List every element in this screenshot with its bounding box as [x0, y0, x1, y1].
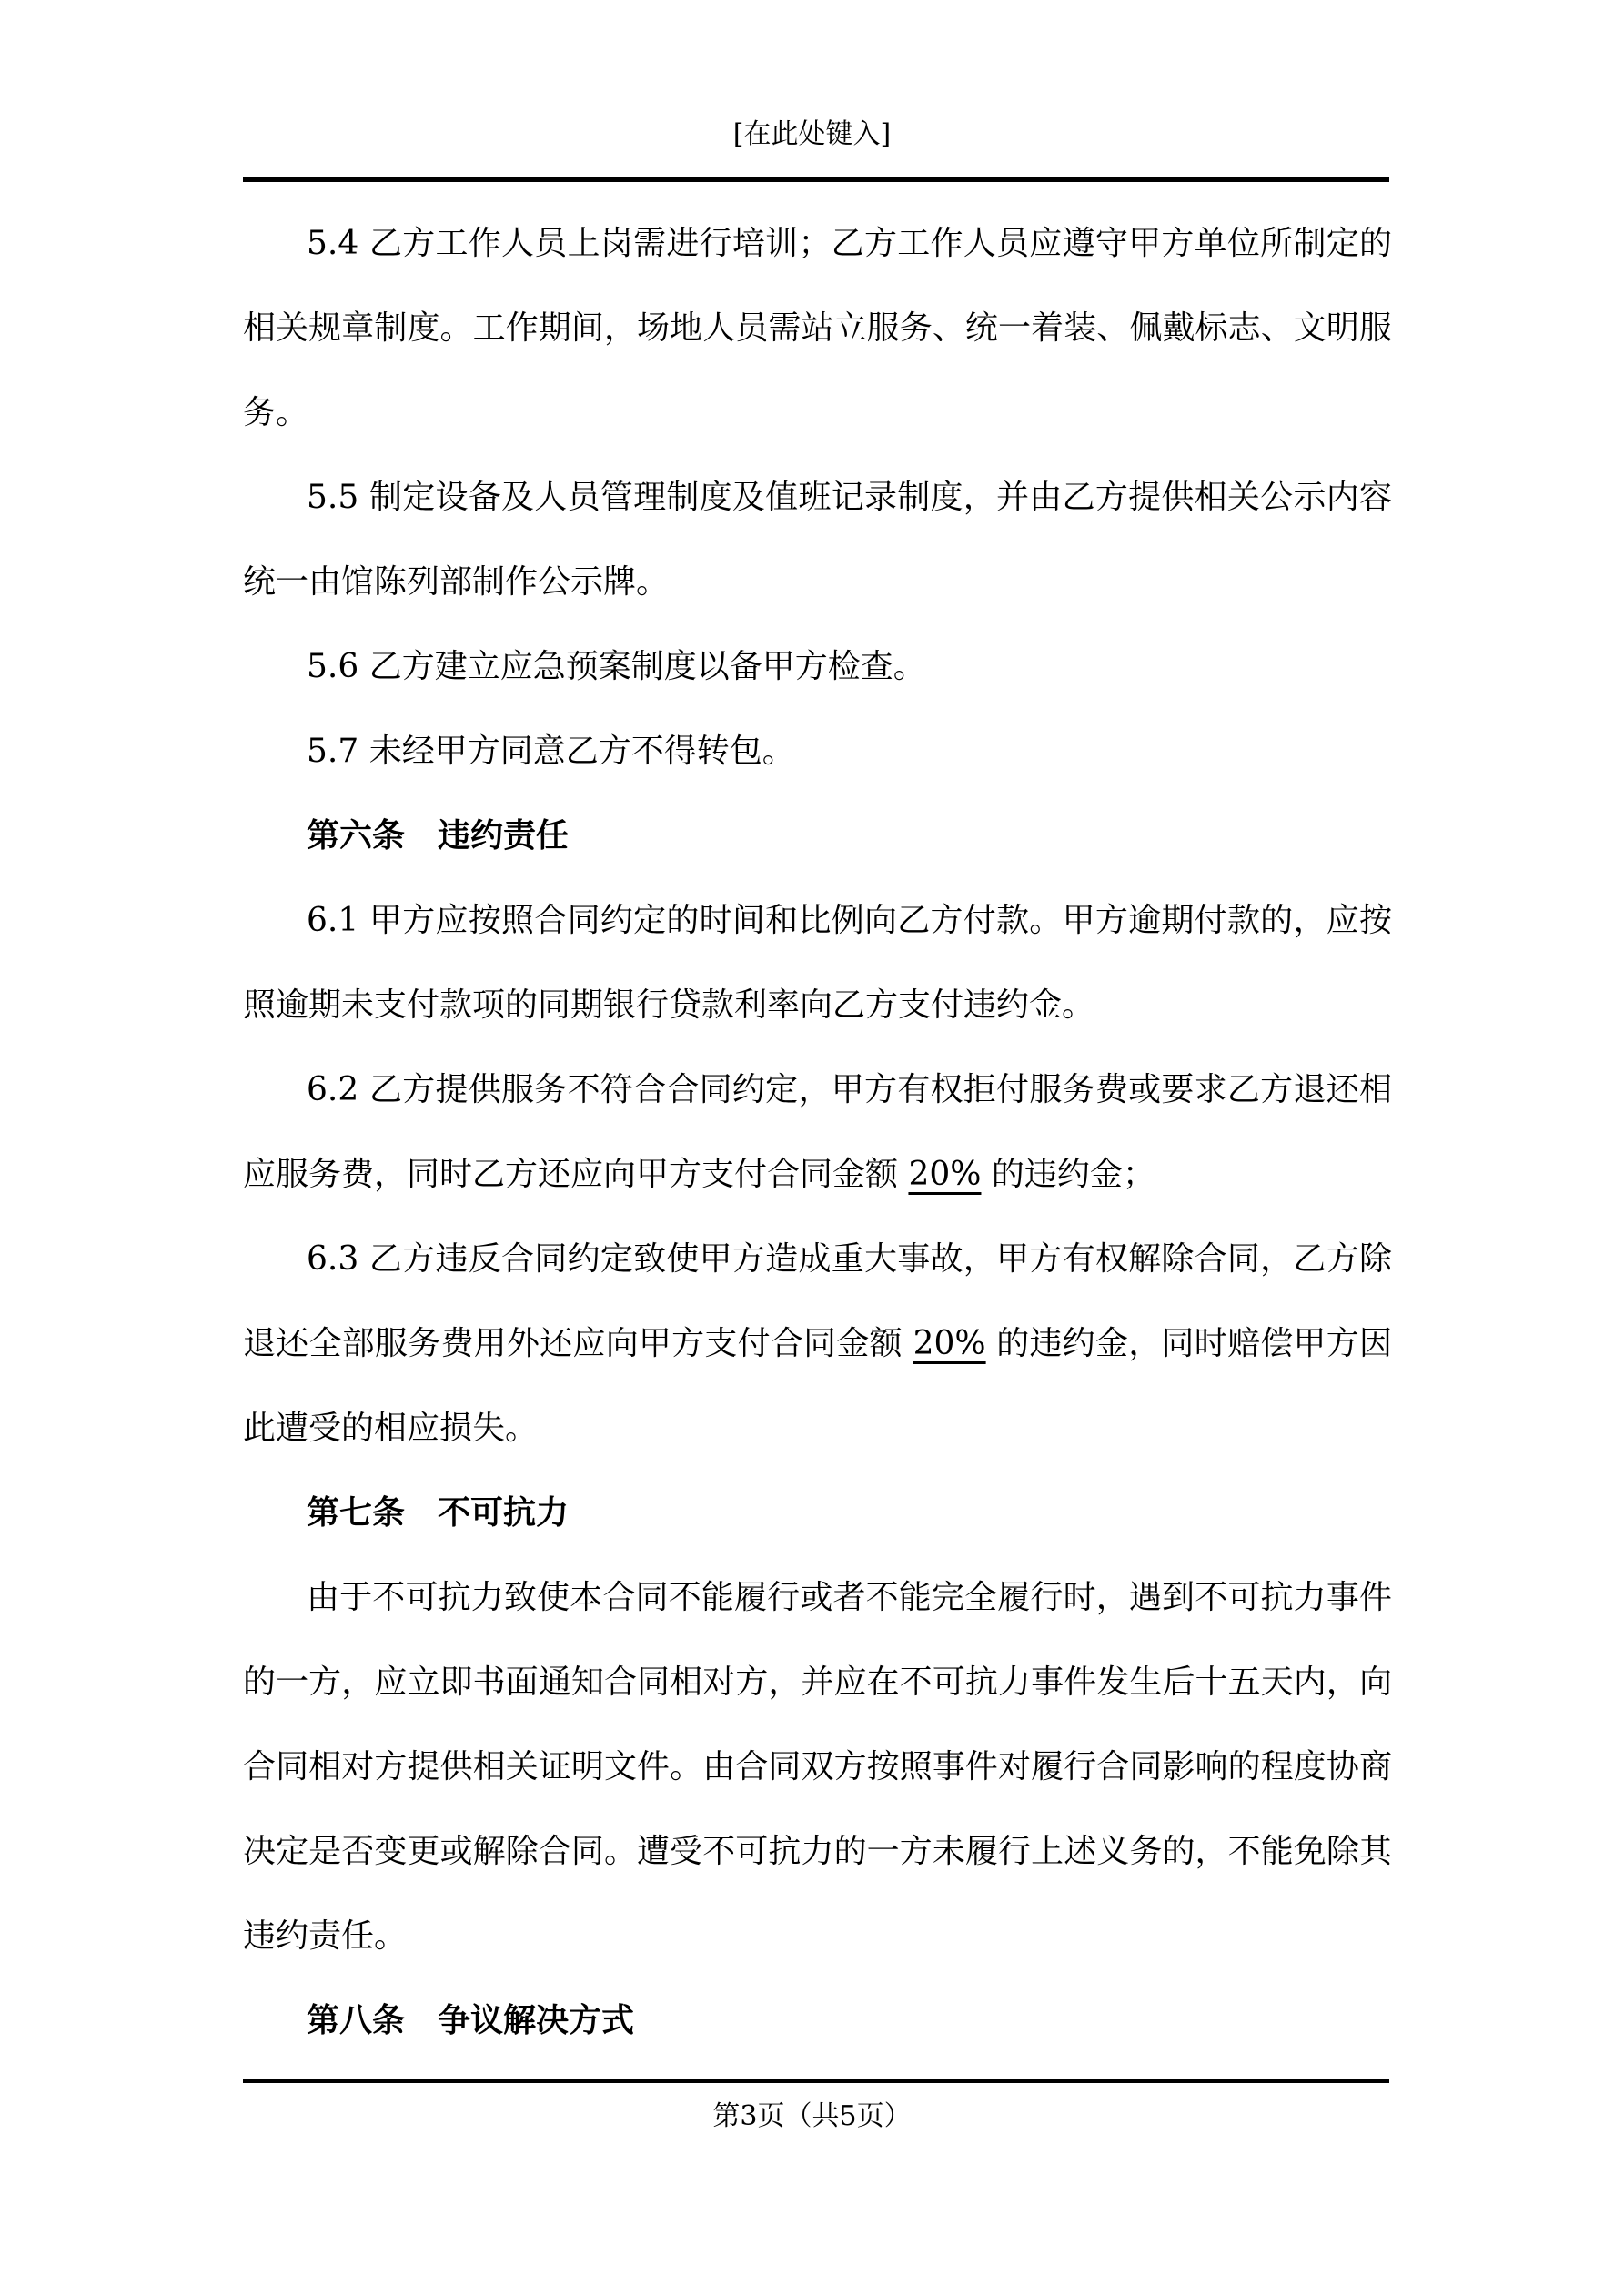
text-run: 合同相对方提供相关证明文件。由合同双方按照事件对履行合同影响的程度协商 [243, 1748, 1392, 1785]
text-run: 乙方工作人员上岗需进行培训；乙方工作人员应遵守甲方单位所制定的 [368, 225, 1392, 262]
text-line [243, 1047, 1392, 1132]
section-heading [243, 794, 1392, 878]
text-line [243, 1894, 1392, 1978]
text-run: 5.6 [307, 648, 369, 685]
text-run: 5.5 [307, 479, 369, 516]
underlined-value: 20% [908, 1156, 982, 1193]
text-line [243, 1555, 1392, 1640]
text-run: 务。 [243, 394, 309, 431]
text-line [243, 1301, 1392, 1386]
text-line [243, 540, 1392, 624]
text-line [243, 1809, 1392, 1894]
text-line [243, 1725, 1392, 1809]
text-run: 相关规章制度。工作期间，场地人员需站立服务、统一着装、佩戴标志、文明服 [243, 309, 1392, 347]
text-run: 退还全部服务费用外还应向甲方支付合同金额 [243, 1325, 913, 1362]
header-placeholder: [在此处键入] [732, 118, 892, 150]
text-line [243, 201, 1392, 286]
text-run: 乙方违反合同约定致使甲方造成重大事故，甲方有权解除合同，乙方除 [368, 1240, 1392, 1278]
text-line [243, 709, 1392, 794]
text-run: 5.7 [307, 733, 369, 770]
text-run: 的一方，应立即书面通知合同相对方，并应在不可抗力事件发生后十五天内，向 [243, 1664, 1392, 1701]
text-line [243, 1132, 1392, 1217]
text-run: 此遭受的相应损失。 [243, 1410, 539, 1447]
document-body [243, 201, 1392, 2063]
text-run: 的违约金，同时赔偿甲方因 [985, 1325, 1392, 1362]
text-run: 5.4 [307, 225, 369, 262]
text-run: 统一由馆陈列部制作公示牌。 [243, 563, 670, 601]
text-line [243, 624, 1392, 709]
header-rule [243, 177, 1389, 182]
underlined-value: 20% [913, 1325, 986, 1362]
text-run: 甲方应按照合同约定的时间和比例向乙方付款。甲方逾期付款的，应按 [368, 902, 1392, 939]
text-run: 乙方建立应急预案制度以备甲方检查。 [368, 648, 926, 685]
text-run: 第七条 不可抗力 [307, 1494, 570, 1532]
text-run: 的违约金； [981, 1156, 1155, 1193]
text-line [243, 286, 1392, 370]
text-line [243, 370, 1392, 455]
text-run: 违约责任。 [243, 1917, 408, 1955]
text-run: 应服务费，同时乙方还应向甲方支付合同金额 [243, 1156, 909, 1193]
text-run: 第六条 违约责任 [307, 817, 570, 855]
text-line [243, 1217, 1392, 1301]
text-run: 第八条 争议解决方式 [307, 2002, 635, 2039]
text-run: 6.2 [307, 1071, 369, 1108]
text-run: 制定设备及人员管理制度及值班记录制度，并由乙方提供相关公示内容 [368, 479, 1392, 516]
footer-rule [243, 2079, 1389, 2083]
section-heading [243, 1471, 1392, 1555]
text-run: 由于不可抗力致使本合同不能履行或者不能完全履行时，遇到不可抗力事件 [307, 1579, 1392, 1616]
text-run: 照逾期未支付款项的同期银行贷款利率向乙方支付违约金。 [243, 986, 1095, 1024]
text-line [243, 878, 1392, 963]
text-run: 未经甲方同意乙方不得转包。 [368, 733, 795, 770]
text-run: 6.3 [307, 1240, 369, 1278]
text-line [243, 963, 1392, 1047]
section-heading [243, 1978, 1392, 2063]
text-line [243, 1386, 1392, 1471]
text-line [243, 455, 1392, 540]
text-line [243, 1640, 1392, 1725]
text-run: 乙方提供服务不符合合同约定，甲方有权拒付服务费或要求乙方退还相 [368, 1071, 1392, 1108]
text-run: 决定是否变更或解除合同。遭受不可抗力的一方未履行上述义务的，不能免除其 [243, 1833, 1392, 1870]
page-number: 第3页（共5页） [712, 2100, 912, 2132]
text-run: 6.1 [307, 902, 369, 939]
